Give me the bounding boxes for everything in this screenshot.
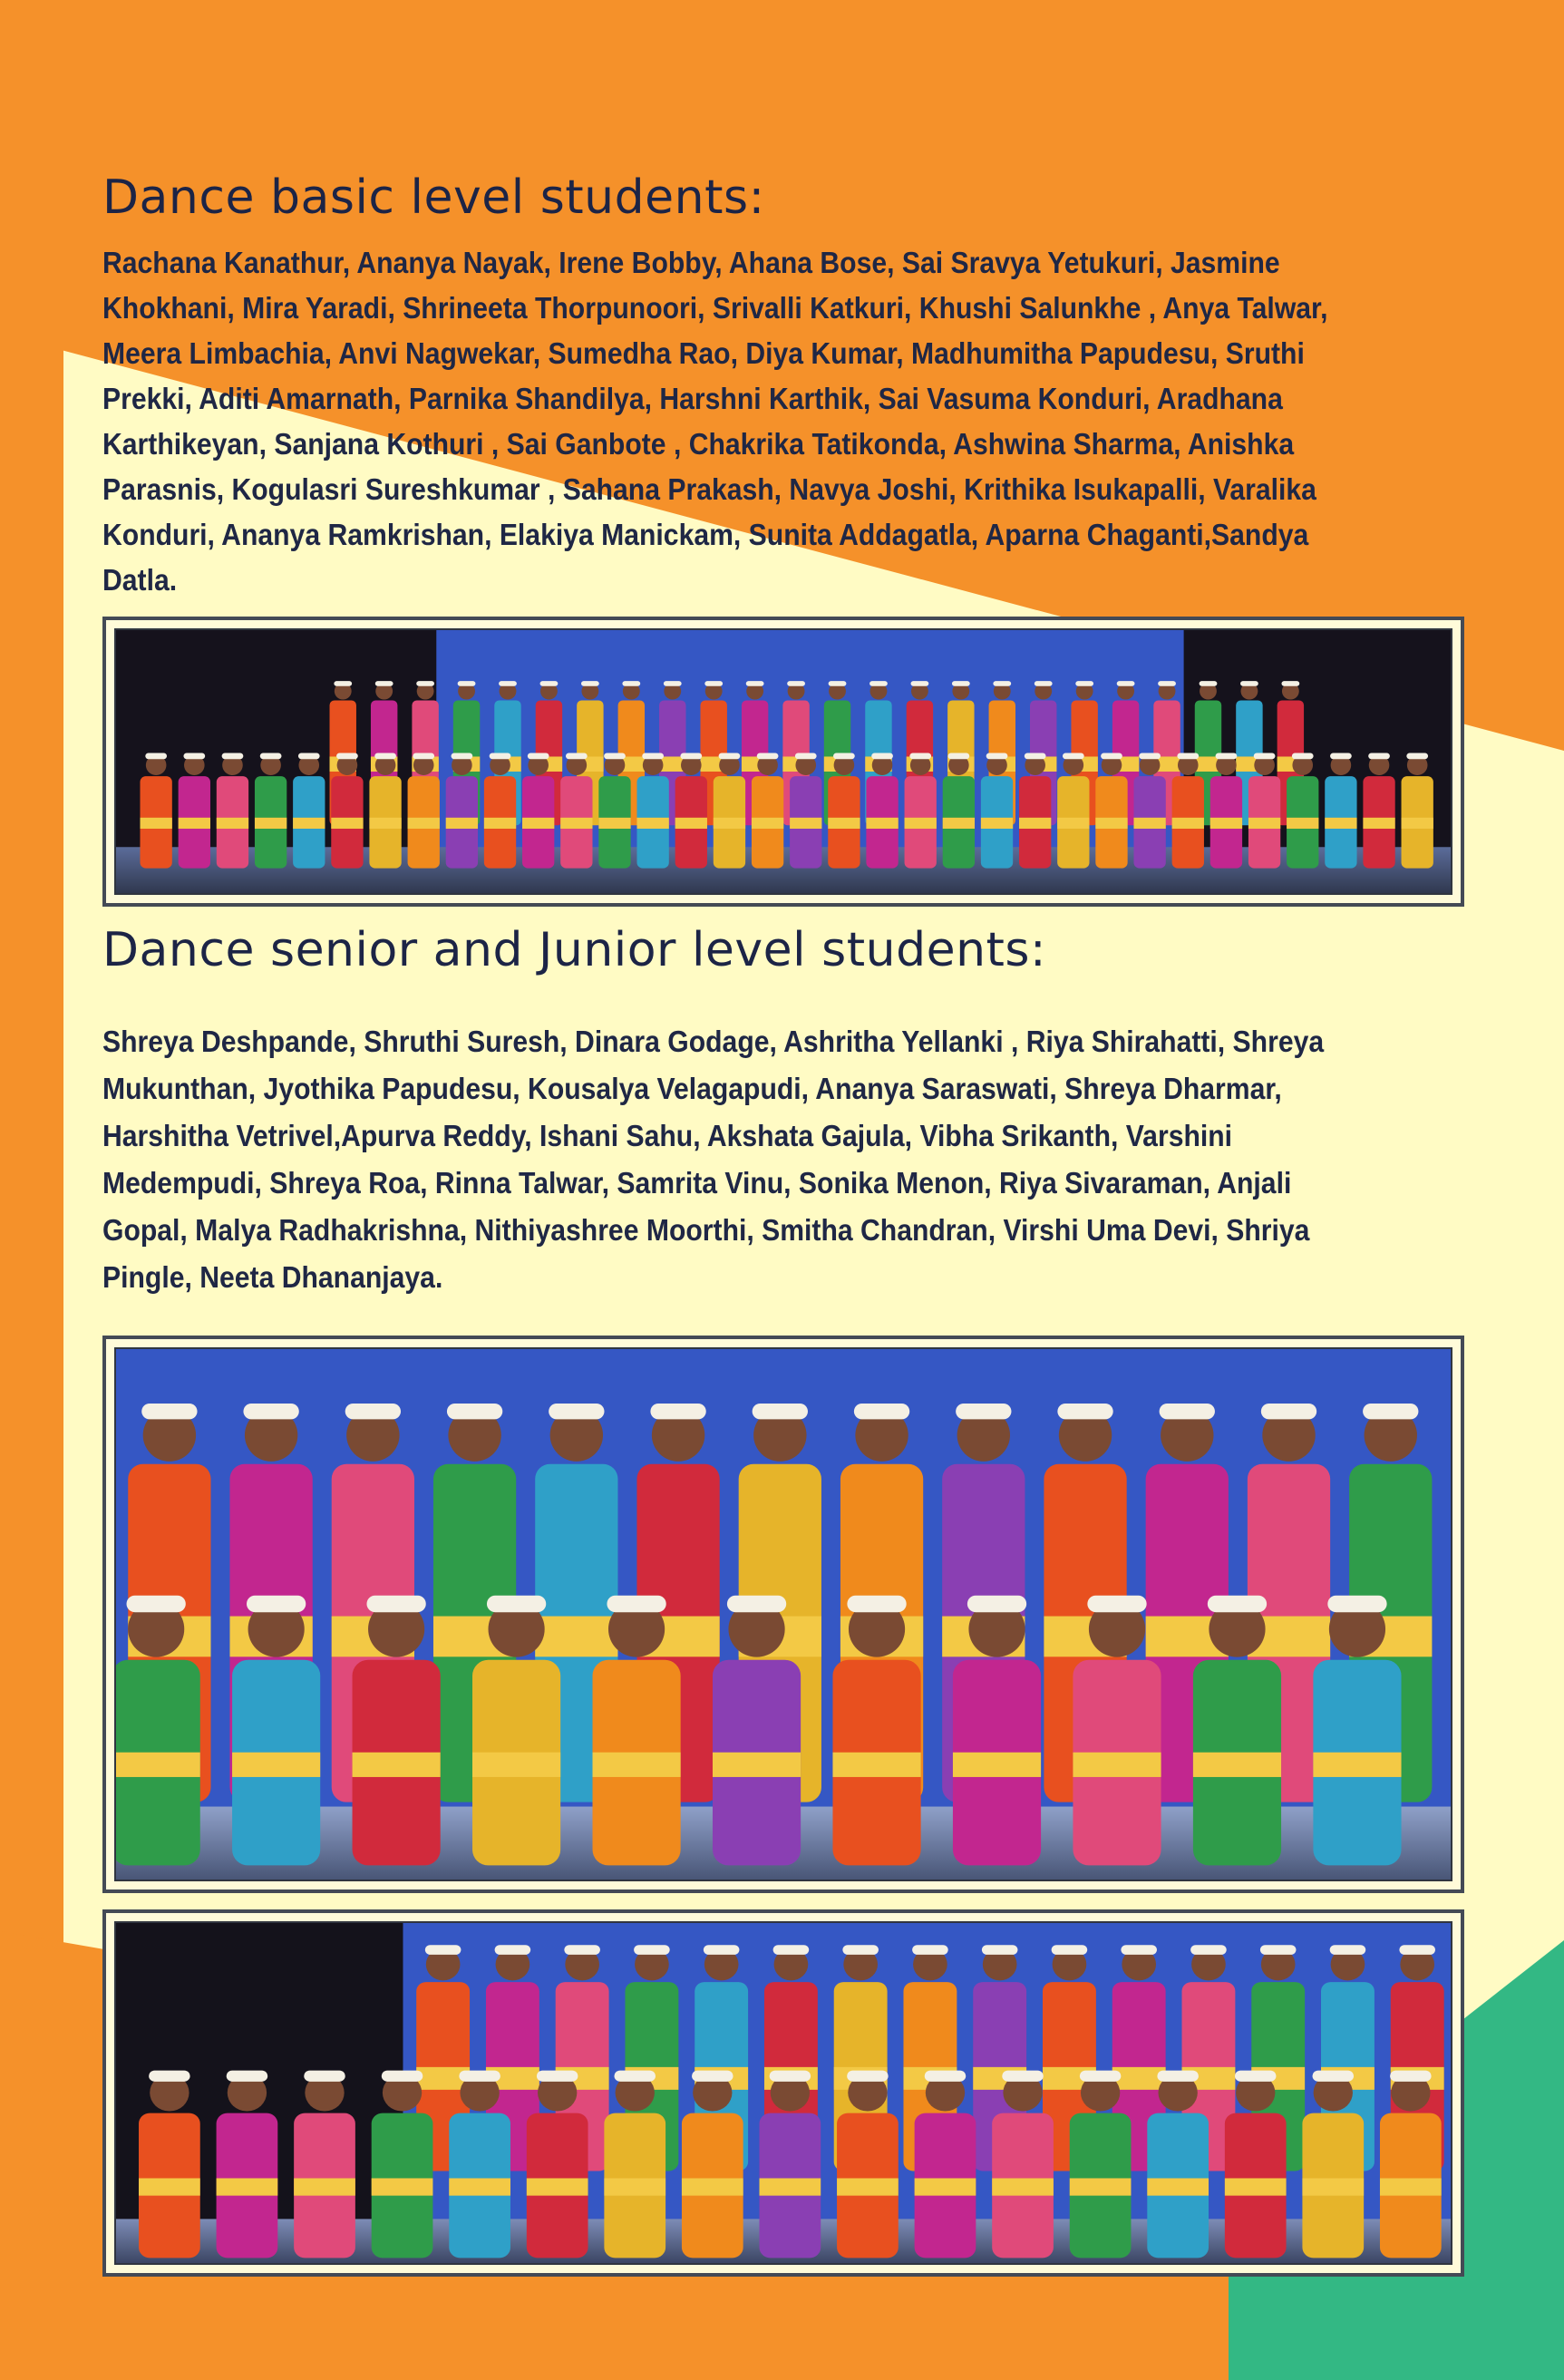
senior-group-photo-2	[102, 1909, 1464, 2277]
basic-level-names: Rachana Kanathur, Ananya Nayak, Irene Bobby, Ahana Bose, Sai Sravya Yetukuri, Jasmine Khokhani, Mira Yaradi, Shrineeta Thorpunoori, Srivalli Katkuri, Khushi Salunkhe , Anya Talwar, Meera Limbachia, Anvi Nagwekar, Sumedha Rao, Diya Kumar, Madhumitha Papudesu, Sruthi Prekki, Aditi Amarnath, Parnika Shandilya, Harshni Karthik, Sai Vasuma Konduri, Aradhana Karthikeyan, Sanjana Kothuri , Sai Ganbote , Chakrika Tatikonda, Ashwina Sharma, Anishka Parasnis, Kogulasri Sureshkumar , Sahana Prakash, Navya Joshi, Krithika Isukapalli, Varalika Konduri, Ananya Ramkrishan, Elakiya Manickam, Sunita Addagatla, Aparna Chaganti,Sandya Datla.	[102, 247, 1328, 597]
basic-group-photo	[102, 617, 1464, 907]
senior-junior-level-names: Shreya Deshpande, Shruthi Suresh, Dinara Godage, Ashritha Yellanki , Riya Shirahatti, Shreya Mukunthan, Jyothika Papudesu, Kousalya Velagapudi, Ananya Saraswati, Shreya Dharmar, Harshitha Vetrivel,Apurva Reddy, Ishani Sahu, Akshata Gajula, Vibha Srikanth, Varshini Medempudi, Shreya Roa, Rinna Talwar, Samrita Vinu, Sonika Menon, Riya Sivaraman, Anjali Gopal, Malya Radhakrishna, Nithiyashree Moorthi, Smitha Chandran, Virshi Uma Devi, Shriya Pingle, Neeta Dhananjaya.	[102, 1025, 1325, 1295]
senior-group-photo-1	[102, 1336, 1464, 1893]
basic-level-heading: Dance basic level students:	[102, 170, 765, 225]
senior-junior-level-heading: Dance senior and Junior level students:	[102, 923, 1047, 977]
